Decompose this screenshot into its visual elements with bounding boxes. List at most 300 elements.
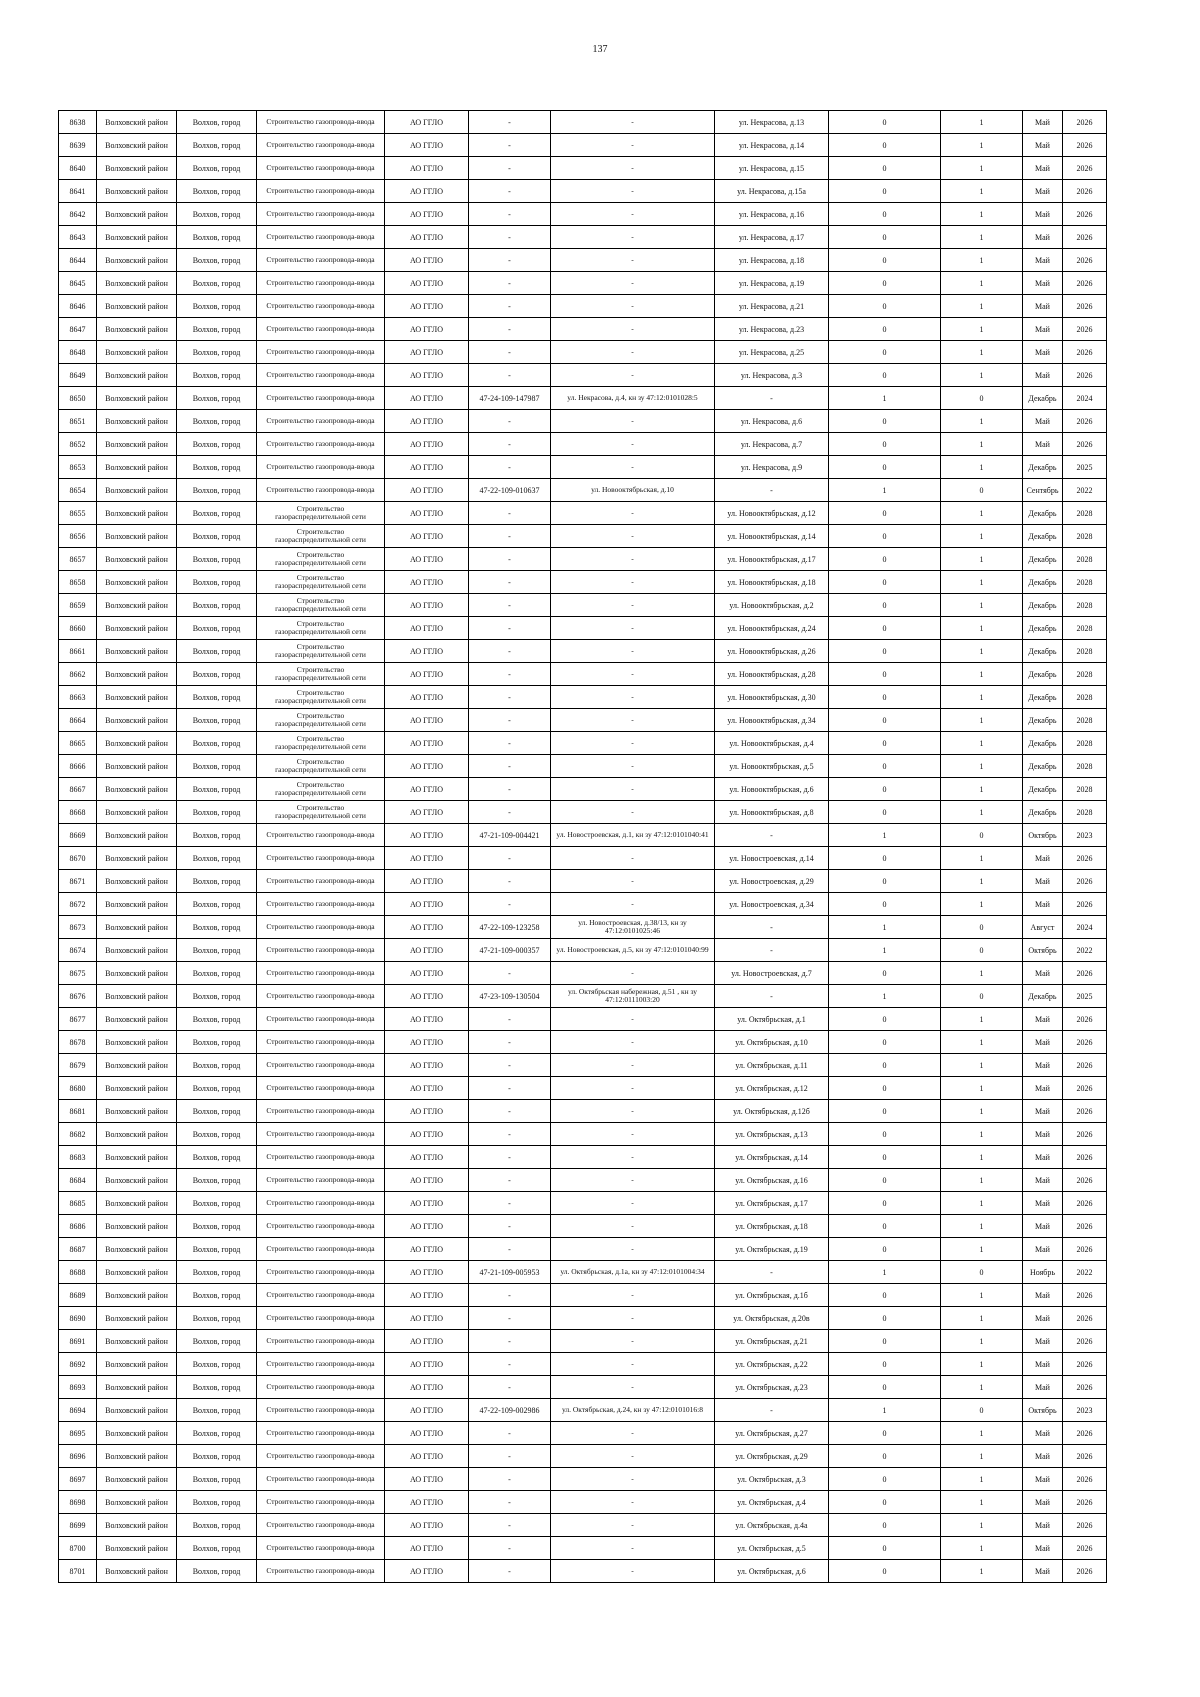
- row-number: 8696: [59, 1445, 97, 1468]
- object-address-cell: -: [551, 318, 715, 341]
- address-cell: ул. Некрасова, д.7: [715, 433, 829, 456]
- count-a-cell: 0: [829, 433, 941, 456]
- row-number: 8655: [59, 502, 97, 525]
- address-cell: ул. Октябрьская, д.13: [715, 1123, 829, 1146]
- settlement-cell: Волхов, город: [177, 640, 257, 663]
- table-row: [59, 1238, 1107, 1261]
- count-b-cell: 1: [941, 1514, 1023, 1537]
- month-cell: Май: [1023, 1146, 1063, 1169]
- district-cell: Волховский район: [97, 1560, 177, 1583]
- district-cell: Волховский район: [97, 1238, 177, 1261]
- object-address-cell: ул. Новостроевская, д.1, кн зу 47:12:0101040:41: [551, 824, 715, 847]
- organization-cell: АО ГГЛО: [385, 1054, 469, 1077]
- settlement-cell: Волхов, город: [177, 1537, 257, 1560]
- table-row: [59, 847, 1107, 870]
- address-cell: ул. Октябрьская, д.29: [715, 1445, 829, 1468]
- organization-cell: АО ГГЛО: [385, 502, 469, 525]
- object-address-cell: -: [551, 1445, 715, 1468]
- year-cell: 2026: [1063, 203, 1107, 226]
- year-cell: 2026: [1063, 1353, 1107, 1376]
- year-cell: 2026: [1063, 1077, 1107, 1100]
- row-number: 8701: [59, 1560, 97, 1583]
- work-type-cell: Строительство газораспределительной сети: [257, 640, 385, 663]
- address-cell: ул. Некрасова, д.17: [715, 226, 829, 249]
- settlement-cell: Волхов, город: [177, 364, 257, 387]
- address-cell: ул. Октябрьская, д.10: [715, 1031, 829, 1054]
- address-cell: ул. Новооктябрьская, д.5: [715, 755, 829, 778]
- district-cell: Волховский район: [97, 433, 177, 456]
- work-type-cell: Строительство газопровода-ввода: [257, 364, 385, 387]
- settlement-cell: Волхов, город: [177, 962, 257, 985]
- application-number-cell: -: [469, 525, 551, 548]
- district-cell: Волховский район: [97, 1376, 177, 1399]
- object-address-cell: -: [551, 1031, 715, 1054]
- application-number-cell: -: [469, 226, 551, 249]
- table-row: [59, 1376, 1107, 1399]
- district-cell: Волховский район: [97, 732, 177, 755]
- count-b-cell: 1: [941, 1123, 1023, 1146]
- month-cell: Декабрь: [1023, 387, 1063, 410]
- row-number: 8667: [59, 778, 97, 801]
- month-cell: Май: [1023, 1491, 1063, 1514]
- district-cell: Волховский район: [97, 1537, 177, 1560]
- address-cell: ул. Некрасова, д.14: [715, 134, 829, 157]
- row-number: 8672: [59, 893, 97, 916]
- row-number: 8666: [59, 755, 97, 778]
- settlement-cell: Волхов, город: [177, 824, 257, 847]
- row-number: 8700: [59, 1537, 97, 1560]
- count-a-cell: 0: [829, 709, 941, 732]
- work-type-cell: Строительство газопровода-ввода: [257, 1468, 385, 1491]
- year-cell: 2028: [1063, 755, 1107, 778]
- table-row: [59, 663, 1107, 686]
- year-cell: 2028: [1063, 617, 1107, 640]
- row-number: 8678: [59, 1031, 97, 1054]
- organization-cell: АО ГГЛО: [385, 594, 469, 617]
- organization-cell: АО ГГЛО: [385, 1560, 469, 1583]
- organization-cell: АО ГГЛО: [385, 893, 469, 916]
- count-b-cell: 1: [941, 1422, 1023, 1445]
- row-number: 8658: [59, 571, 97, 594]
- month-cell: Май: [1023, 1123, 1063, 1146]
- year-cell: 2026: [1063, 1192, 1107, 1215]
- count-b-cell: 1: [941, 1077, 1023, 1100]
- month-cell: Май: [1023, 893, 1063, 916]
- count-b-cell: 1: [941, 1146, 1023, 1169]
- object-address-cell: -: [551, 525, 715, 548]
- work-type-cell: Строительство газопровода-ввода: [257, 180, 385, 203]
- row-number: 8684: [59, 1169, 97, 1192]
- district-cell: Волховский район: [97, 502, 177, 525]
- month-cell: Декабрь: [1023, 732, 1063, 755]
- count-a-cell: 0: [829, 1307, 941, 1330]
- table-row: [59, 1192, 1107, 1215]
- district-cell: Волховский район: [97, 1192, 177, 1215]
- count-a-cell: 0: [829, 870, 941, 893]
- address-cell: ул. Новооктябрьская, д.14: [715, 525, 829, 548]
- table-row: [59, 479, 1107, 502]
- work-type-cell: Строительство газопровода-ввода: [257, 479, 385, 502]
- object-address-cell: -: [551, 1054, 715, 1077]
- settlement-cell: Волхов, город: [177, 617, 257, 640]
- work-type-cell: Строительство газопровода-ввода: [257, 410, 385, 433]
- object-address-cell: ул. Октябрьская, д.24, кн зу 47:12:0101016:8: [551, 1399, 715, 1422]
- work-type-cell: Строительство газопровода-ввода: [257, 456, 385, 479]
- year-cell: 2026: [1063, 1100, 1107, 1123]
- count-a-cell: 0: [829, 1537, 941, 1560]
- year-cell: 2026: [1063, 272, 1107, 295]
- application-number-cell: -: [469, 318, 551, 341]
- object-address-cell: -: [551, 111, 715, 134]
- month-cell: Декабрь: [1023, 801, 1063, 824]
- count-a-cell: 0: [829, 111, 941, 134]
- count-b-cell: 1: [941, 456, 1023, 479]
- table-row: [59, 1031, 1107, 1054]
- object-address-cell: ул. Некрасова, д.4, кн зу 47:12:0101028:5: [551, 387, 715, 410]
- work-type-cell: Строительство газопровода-ввода: [257, 1077, 385, 1100]
- count-a-cell: 0: [829, 1192, 941, 1215]
- year-cell: 2026: [1063, 1422, 1107, 1445]
- object-address-cell: -: [551, 1123, 715, 1146]
- count-a-cell: 0: [829, 1468, 941, 1491]
- count-a-cell: 1: [829, 1399, 941, 1422]
- object-address-cell: -: [551, 295, 715, 318]
- month-cell: Май: [1023, 1077, 1063, 1100]
- address-cell: -: [715, 824, 829, 847]
- settlement-cell: Волхов, город: [177, 709, 257, 732]
- count-a-cell: 0: [829, 962, 941, 985]
- application-number-cell: -: [469, 1353, 551, 1376]
- row-number: 8662: [59, 663, 97, 686]
- district-cell: Волховский район: [97, 1491, 177, 1514]
- count-b-cell: 1: [941, 709, 1023, 732]
- table-row: [59, 226, 1107, 249]
- district-cell: Волховский район: [97, 1169, 177, 1192]
- table-row: [59, 1422, 1107, 1445]
- district-cell: Волховский район: [97, 939, 177, 962]
- count-a-cell: 0: [829, 134, 941, 157]
- month-cell: Май: [1023, 364, 1063, 387]
- work-type-cell: Строительство газопровода-ввода: [257, 1123, 385, 1146]
- object-address-cell: -: [551, 1514, 715, 1537]
- application-number-cell: -: [469, 272, 551, 295]
- work-type-cell: Строительство газораспределительной сети: [257, 686, 385, 709]
- row-number: 8639: [59, 134, 97, 157]
- table-row: [59, 1077, 1107, 1100]
- table-row: [59, 778, 1107, 801]
- work-type-cell: Строительство газопровода-ввода: [257, 1146, 385, 1169]
- object-address-cell: -: [551, 134, 715, 157]
- organization-cell: АО ГГЛО: [385, 1008, 469, 1031]
- settlement-cell: Волхов, город: [177, 1422, 257, 1445]
- count-a-cell: 0: [829, 778, 941, 801]
- work-type-cell: Строительство газопровода-ввода: [257, 157, 385, 180]
- application-number-cell: -: [469, 1307, 551, 1330]
- address-cell: ул. Новооктябрьская, д.8: [715, 801, 829, 824]
- district-cell: Волховский район: [97, 203, 177, 226]
- application-number-cell: -: [469, 962, 551, 985]
- count-b-cell: 0: [941, 985, 1023, 1008]
- district-cell: Волховский район: [97, 1284, 177, 1307]
- count-b-cell: 1: [941, 1537, 1023, 1560]
- settlement-cell: Волхов, город: [177, 433, 257, 456]
- count-a-cell: 0: [829, 1330, 941, 1353]
- count-b-cell: 1: [941, 1192, 1023, 1215]
- month-cell: Май: [1023, 1330, 1063, 1353]
- month-cell: Октябрь: [1023, 824, 1063, 847]
- row-number: 8664: [59, 709, 97, 732]
- settlement-cell: Волхов, город: [177, 180, 257, 203]
- organization-cell: АО ГГЛО: [385, 203, 469, 226]
- application-number-cell: -: [469, 180, 551, 203]
- count-a-cell: 0: [829, 295, 941, 318]
- count-a-cell: 0: [829, 594, 941, 617]
- row-number: 8691: [59, 1330, 97, 1353]
- settlement-cell: Волхов, город: [177, 1330, 257, 1353]
- month-cell: Май: [1023, 1100, 1063, 1123]
- count-a-cell: 0: [829, 755, 941, 778]
- settlement-cell: Волхов, город: [177, 1238, 257, 1261]
- year-cell: 2028: [1063, 663, 1107, 686]
- object-address-cell: -: [551, 364, 715, 387]
- address-cell: ул. Октябрьская, д.1: [715, 1008, 829, 1031]
- district-cell: Волховский район: [97, 180, 177, 203]
- row-number: 8670: [59, 847, 97, 870]
- district-cell: Волховский район: [97, 847, 177, 870]
- row-number: 8651: [59, 410, 97, 433]
- address-cell: ул. Некрасова, д.3: [715, 364, 829, 387]
- organization-cell: АО ГГЛО: [385, 755, 469, 778]
- organization-cell: АО ГГЛО: [385, 1215, 469, 1238]
- table-row: [59, 1330, 1107, 1353]
- count-b-cell: 1: [941, 525, 1023, 548]
- organization-cell: АО ГГЛО: [385, 1123, 469, 1146]
- settlement-cell: Волхов, город: [177, 1100, 257, 1123]
- row-number: 8695: [59, 1422, 97, 1445]
- year-cell: 2026: [1063, 157, 1107, 180]
- month-cell: Май: [1023, 1468, 1063, 1491]
- object-address-cell: -: [551, 1376, 715, 1399]
- work-type-cell: Строительство газопровода-ввода: [257, 387, 385, 410]
- count-a-cell: 0: [829, 571, 941, 594]
- address-cell: -: [715, 985, 829, 1008]
- work-type-cell: Строительство газораспределительной сети: [257, 548, 385, 571]
- address-cell: ул. Новооктябрьская, д.6: [715, 778, 829, 801]
- district-cell: Волховский район: [97, 870, 177, 893]
- table-row: [59, 1146, 1107, 1169]
- district-cell: Волховский район: [97, 686, 177, 709]
- settlement-cell: Волхов, город: [177, 870, 257, 893]
- year-cell: 2026: [1063, 1445, 1107, 1468]
- address-cell: ул. Новооктябрьская, д.18: [715, 571, 829, 594]
- organization-cell: АО ГГЛО: [385, 847, 469, 870]
- settlement-cell: Волхов, город: [177, 1031, 257, 1054]
- count-b-cell: 1: [941, 203, 1023, 226]
- year-cell: 2026: [1063, 1491, 1107, 1514]
- year-cell: 2026: [1063, 249, 1107, 272]
- table-row: [59, 732, 1107, 755]
- object-address-cell: -: [551, 893, 715, 916]
- address-cell: ул. Новостроевская, д.34: [715, 893, 829, 916]
- application-number-cell: -: [469, 456, 551, 479]
- object-address-cell: -: [551, 1077, 715, 1100]
- count-b-cell: 1: [941, 732, 1023, 755]
- table-row: [59, 364, 1107, 387]
- table-row: [59, 1215, 1107, 1238]
- application-number-cell: -: [469, 134, 551, 157]
- settlement-cell: Волхов, город: [177, 203, 257, 226]
- row-number: 8674: [59, 939, 97, 962]
- row-number: 8697: [59, 1468, 97, 1491]
- month-cell: Декабрь: [1023, 502, 1063, 525]
- work-type-cell: Строительство газопровода-ввода: [257, 272, 385, 295]
- work-type-cell: Строительство газопровода-ввода: [257, 1169, 385, 1192]
- work-type-cell: Строительство газопровода-ввода: [257, 939, 385, 962]
- address-cell: ул. Новостроевская, д.7: [715, 962, 829, 985]
- settlement-cell: Волхов, город: [177, 1445, 257, 1468]
- object-address-cell: ул. Новооктябрьская, д.10: [551, 479, 715, 502]
- page-number: 137: [592, 44, 608, 55]
- district-cell: Волховский район: [97, 916, 177, 939]
- settlement-cell: Волхов, город: [177, 1376, 257, 1399]
- row-number: 8646: [59, 295, 97, 318]
- application-number-cell: -: [469, 1422, 551, 1445]
- application-number-cell: 47-21-109-000357: [469, 939, 551, 962]
- district-cell: Волховский район: [97, 571, 177, 594]
- settlement-cell: Волхов, город: [177, 571, 257, 594]
- month-cell: Декабрь: [1023, 525, 1063, 548]
- organization-cell: АО ГГЛО: [385, 433, 469, 456]
- settlement-cell: Волхов, город: [177, 249, 257, 272]
- object-address-cell: ул. Октябрьская, д.1а, кн зу 47:12:0101004:34: [551, 1261, 715, 1284]
- count-b-cell: 1: [941, 1307, 1023, 1330]
- object-address-cell: -: [551, 226, 715, 249]
- district-cell: Волховский район: [97, 1330, 177, 1353]
- table-row: [59, 1008, 1107, 1031]
- organization-cell: АО ГГЛО: [385, 1514, 469, 1537]
- organization-cell: АО ГГЛО: [385, 1330, 469, 1353]
- address-cell: ул. Новооктябрьская, д.2: [715, 594, 829, 617]
- month-cell: Май: [1023, 1192, 1063, 1215]
- count-b-cell: 1: [941, 801, 1023, 824]
- district-cell: Волховский район: [97, 1077, 177, 1100]
- table-row: [59, 640, 1107, 663]
- settlement-cell: Волхов, город: [177, 1215, 257, 1238]
- organization-cell: АО ГГЛО: [385, 1468, 469, 1491]
- object-address-cell: -: [551, 203, 715, 226]
- object-address-cell: -: [551, 157, 715, 180]
- work-type-cell: Строительство газопровода-ввода: [257, 1261, 385, 1284]
- year-cell: 2026: [1063, 341, 1107, 364]
- district-cell: Волховский район: [97, 1261, 177, 1284]
- count-a-cell: 0: [829, 157, 941, 180]
- work-type-cell: Строительство газопровода-ввода: [257, 1054, 385, 1077]
- organization-cell: АО ГГЛО: [385, 571, 469, 594]
- row-number: 8663: [59, 686, 97, 709]
- application-number-cell: 47-22-109-010637: [469, 479, 551, 502]
- application-number-cell: -: [469, 364, 551, 387]
- district-cell: Волховский район: [97, 111, 177, 134]
- address-cell: ул. Октябрьская, д.20в: [715, 1307, 829, 1330]
- count-b-cell: 1: [941, 295, 1023, 318]
- organization-cell: АО ГГЛО: [385, 985, 469, 1008]
- work-type-cell: Строительство газопровода-ввода: [257, 916, 385, 939]
- organization-cell: АО ГГЛО: [385, 1376, 469, 1399]
- table-row: [59, 111, 1107, 134]
- year-cell: 2023: [1063, 824, 1107, 847]
- organization-cell: АО ГГЛО: [385, 1261, 469, 1284]
- count-a-cell: 0: [829, 548, 941, 571]
- address-cell: ул. Новооктябрьская, д.30: [715, 686, 829, 709]
- organization-cell: АО ГГЛО: [385, 617, 469, 640]
- count-a-cell: 0: [829, 525, 941, 548]
- count-a-cell: 0: [829, 732, 941, 755]
- settlement-cell: Волхов, город: [177, 686, 257, 709]
- table-row: [59, 571, 1107, 594]
- organization-cell: АО ГГЛО: [385, 1399, 469, 1422]
- row-number: 8692: [59, 1353, 97, 1376]
- settlement-cell: Волхов, город: [177, 663, 257, 686]
- year-cell: 2028: [1063, 686, 1107, 709]
- application-number-cell: 47-22-109-002986: [469, 1399, 551, 1422]
- object-address-cell: -: [551, 456, 715, 479]
- table-row: [59, 1445, 1107, 1468]
- count-b-cell: 1: [941, 180, 1023, 203]
- application-number-cell: -: [469, 1468, 551, 1491]
- object-address-cell: -: [551, 847, 715, 870]
- district-cell: Волховский район: [97, 594, 177, 617]
- month-cell: Декабрь: [1023, 640, 1063, 663]
- count-b-cell: 1: [941, 1008, 1023, 1031]
- row-number: 8640: [59, 157, 97, 180]
- month-cell: Декабрь: [1023, 755, 1063, 778]
- application-number-cell: -: [469, 686, 551, 709]
- organization-cell: АО ГГЛО: [385, 226, 469, 249]
- table-row: [59, 1307, 1107, 1330]
- organization-cell: АО ГГЛО: [385, 1169, 469, 1192]
- count-a-cell: 0: [829, 1376, 941, 1399]
- address-cell: ул. Октябрьская, д.23: [715, 1376, 829, 1399]
- count-b-cell: 1: [941, 433, 1023, 456]
- row-number: 8648: [59, 341, 97, 364]
- work-type-cell: Строительство газораспределительной сети: [257, 594, 385, 617]
- district-cell: Волховский район: [97, 226, 177, 249]
- settlement-cell: Волхов, город: [177, 1261, 257, 1284]
- count-a-cell: 0: [829, 640, 941, 663]
- count-b-cell: 1: [941, 1330, 1023, 1353]
- month-cell: Май: [1023, 249, 1063, 272]
- work-type-cell: Строительство газопровода-ввода: [257, 1284, 385, 1307]
- settlement-cell: Волхов, город: [177, 1192, 257, 1215]
- settlement-cell: Волхов, город: [177, 1491, 257, 1514]
- row-number: 8668: [59, 801, 97, 824]
- organization-cell: АО ГГЛО: [385, 456, 469, 479]
- address-cell: ул. Октябрьская, д.17: [715, 1192, 829, 1215]
- count-a-cell: 1: [829, 1261, 941, 1284]
- count-b-cell: 1: [941, 594, 1023, 617]
- object-address-cell: ул. Новостроевская, д.38/13, кн зу 47:12:0101025:46: [551, 916, 715, 939]
- object-address-cell: -: [551, 1146, 715, 1169]
- address-cell: -: [715, 387, 829, 410]
- address-cell: ул. Новооктябрьская, д.26: [715, 640, 829, 663]
- district-cell: Волховский район: [97, 318, 177, 341]
- year-cell: 2022: [1063, 939, 1107, 962]
- work-type-cell: Строительство газопровода-ввода: [257, 134, 385, 157]
- object-address-cell: -: [551, 1238, 715, 1261]
- count-b-cell: 1: [941, 1031, 1023, 1054]
- row-number: 8676: [59, 985, 97, 1008]
- settlement-cell: Волхов, город: [177, 410, 257, 433]
